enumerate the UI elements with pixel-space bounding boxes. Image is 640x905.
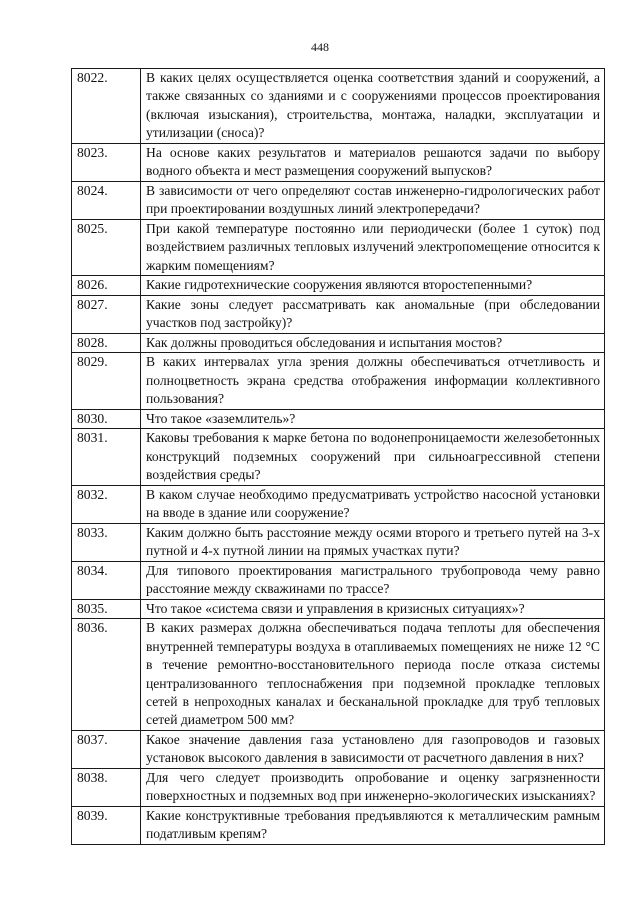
question-text: Что такое «система связи и управления в кризисных ситуациях»? xyxy=(141,599,605,618)
table-row xyxy=(72,353,605,409)
question-text: Какие гидротехнические сооружения являются второстепенными? xyxy=(141,276,605,295)
question-text: В каком случае необходимо предусматривать устройство насосной установки на вводе в здание или сооружение? xyxy=(141,485,605,523)
question-number: 8029. xyxy=(72,353,141,409)
question-text: В каких целях осуществляется оценка соответствия зданий и сооружений, а также связанных со зданиями и с сооружениями процессов проектирования (включая изыскания), строительства, монтажа, наладки, эксплуатации и утилизации (сноса)? xyxy=(141,69,605,144)
question-number: 8024. xyxy=(72,181,141,219)
question-number: 8034. xyxy=(72,561,141,599)
question-text: На основе каких результатов и материалов решаются задачи по выбору водного объекта и мест размещения сооружений выпусков? xyxy=(141,143,605,181)
question-text: В каких размерах должна обеспечиваться подача теплоты для обеспечения внутренней температуры воздуха в отапливаемых помещениях не ниже 12 °С в течение ремонтно-восстановительного периода после отказа системы централизованного теплоснабжения при подземной прокладке тепловых сетей в непроходных каналах и бесканальной прокладке для труб тепловых сетей диаметром 500 мм? xyxy=(141,619,605,731)
questions-table xyxy=(71,68,605,845)
table-row xyxy=(72,181,605,219)
question-text: В зависимости от чего определяют состав инженерно-гидрологических работ при проектировании воздушных линий электропередачи? xyxy=(141,181,605,219)
table-row xyxy=(72,561,605,599)
question-text: Для типового проектирования магистрального трубопровода чему равно расстояние между скважинами по трассе? xyxy=(141,561,605,599)
question-number: 8039. xyxy=(72,806,141,844)
question-number: 8033. xyxy=(72,523,141,561)
question-text: В каких интервалах угла зрения должны обеспечиваться отчетливость и полноцветность экрана средства отображения информации коллективного пользования? xyxy=(141,353,605,409)
table-row xyxy=(72,333,605,352)
question-text: Какие конструктивные требования предъявляются к металлическим рамным податливым крепям? xyxy=(141,806,605,844)
question-number: 8026. xyxy=(72,276,141,295)
question-text: Как должны проводиться обследования и испытания мостов? xyxy=(141,333,605,352)
question-number: 8035. xyxy=(72,599,141,618)
question-number: 8031. xyxy=(72,429,141,485)
question-text: Какое значение давления газа установлено для газопроводов и газовых установок высокого давления в зависимости от расчетного давления в них? xyxy=(141,730,605,768)
table-row xyxy=(72,429,605,485)
question-text: Каковы требования к марке бетона по водонепроницаемости железобетонных конструкций подземных сооружений при сильноагрессивной степени воздействия среды? xyxy=(141,429,605,485)
question-text: Что такое «заземлитель»? xyxy=(141,409,605,428)
question-number: 8025. xyxy=(72,219,141,275)
table-row xyxy=(72,485,605,523)
question-number: 8036. xyxy=(72,619,141,731)
question-number: 8038. xyxy=(72,768,141,806)
question-number: 8032. xyxy=(72,485,141,523)
table-row xyxy=(72,276,605,295)
question-number: 8037. xyxy=(72,730,141,768)
table-row xyxy=(72,619,605,731)
question-text: Каким должно быть расстояние между осями второго и третьего путей на 3-х путной и 4-х путной линии на прямых участках пути? xyxy=(141,523,605,561)
table-row xyxy=(72,69,605,144)
table-row xyxy=(72,599,605,618)
table-row xyxy=(72,806,605,844)
table-row xyxy=(72,295,605,333)
page-number: 448 xyxy=(311,40,329,54)
table-row xyxy=(72,219,605,275)
question-number: 8023. xyxy=(72,143,141,181)
question-number: 8030. xyxy=(72,409,141,428)
question-number: 8022. xyxy=(72,69,141,144)
table-row xyxy=(72,143,605,181)
question-number: 8028. xyxy=(72,333,141,352)
question-text: При какой температуре постоянно или периодически (более 1 суток) под воздействием различных тепловых излучений электропомещение относится к жарким помещениям? xyxy=(141,219,605,275)
questions-table-body xyxy=(72,69,605,845)
question-text: Какие зоны следует рассматривать как аномальные (при обследовании участков под застройку)? xyxy=(141,295,605,333)
table-row xyxy=(72,730,605,768)
question-number: 8027. xyxy=(72,295,141,333)
question-text: Для чего следует производить опробование и оценку загрязненности поверхностных и подземных вод при инженерно-экологических изысканиях? xyxy=(141,768,605,806)
table-row xyxy=(72,523,605,561)
table-row xyxy=(72,768,605,806)
table-row xyxy=(72,409,605,428)
